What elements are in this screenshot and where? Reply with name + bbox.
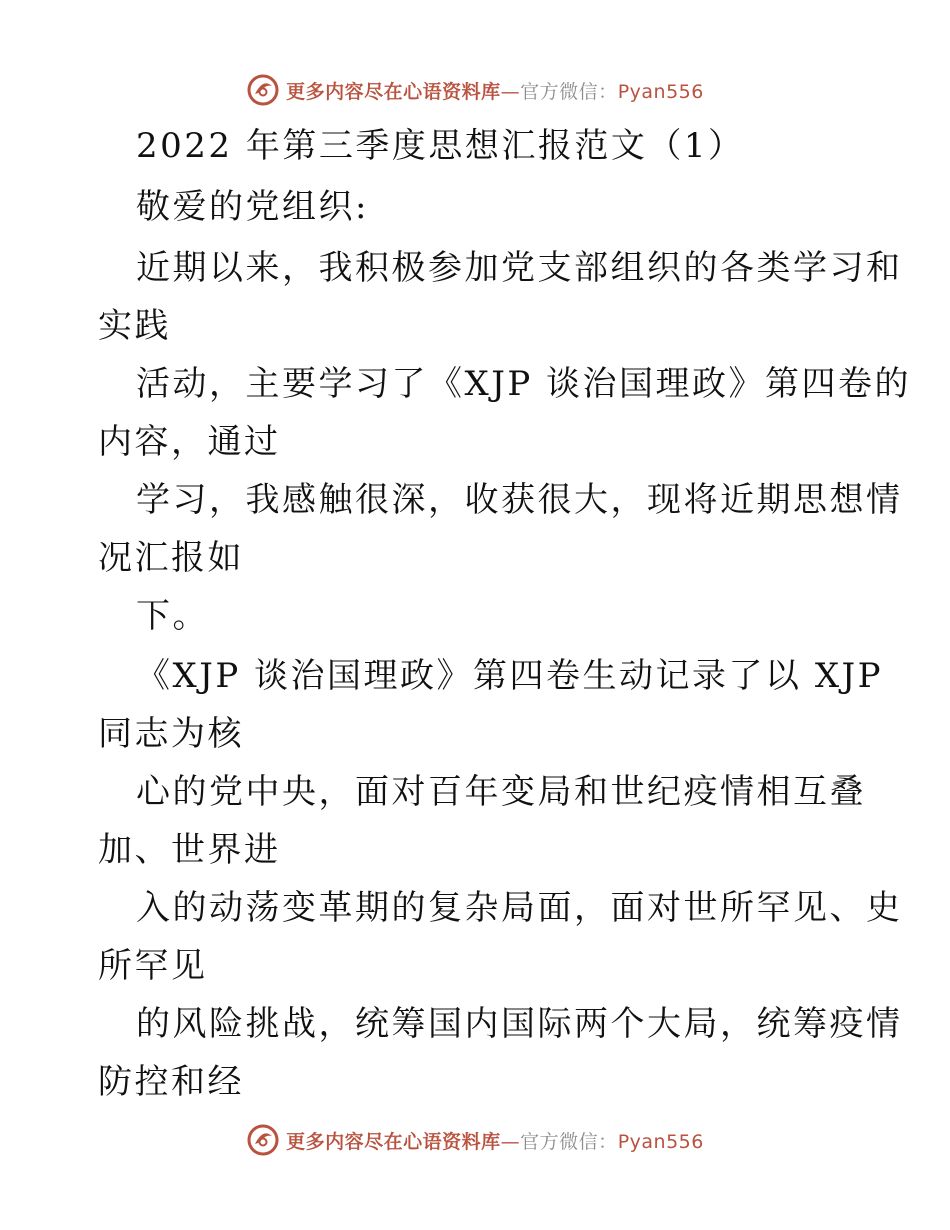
watermark-wechat-id: Pyan556	[617, 80, 704, 103]
salutation: 敬爱的党组织:	[136, 187, 369, 227]
watermark-main-text: 更多内容尽在心语资料库	[286, 1130, 501, 1153]
watermark-text	[286, 1127, 704, 1154]
body-line: 学习，我感触很深，收获很大，现将近期思想情	[136, 480, 903, 520]
watermark-dash: —	[500, 80, 521, 103]
watermark-banner-top	[0, 68, 950, 112]
document-title: 2022 年第三季度思想汇报范文（1）	[136, 126, 745, 166]
body-line: 活动，主要学习了《XJP 谈治国理政》第四卷的	[136, 364, 912, 404]
watermark-dash: —	[500, 1130, 521, 1153]
watermark-official-label: 官方微信：	[520, 1130, 618, 1153]
body-line: 心的党中央，面对百年变局和世纪疫情相互叠	[136, 772, 866, 812]
body-line: 的风险挑战，统筹国内国际两个大局，统筹疫情	[136, 1004, 903, 1044]
body-line: 况汇报如	[98, 538, 244, 578]
body-line: 近期以来，我积极参加党支部组织的各类学习和	[136, 248, 903, 288]
body-line: 实践	[98, 306, 171, 346]
watermark-main-text: 更多内容尽在心语资料库	[286, 80, 501, 103]
body-line: 加、世界进	[98, 830, 281, 870]
watermark-banner-bottom	[0, 1118, 950, 1162]
body-line: 入的动荡变革期的复杂局面，面对世所罕见、史	[136, 888, 903, 928]
watermark-text	[286, 77, 704, 104]
swirl-logo-icon	[246, 1123, 280, 1157]
body-line: 内容，通过	[98, 422, 281, 462]
body-line: 防控和经	[98, 1062, 244, 1102]
watermark-wechat-id: Pyan556	[617, 1130, 704, 1153]
watermark-official-label: 官方微信：	[520, 80, 618, 103]
body-line: 《XJP 谈治国理政》第四卷生动记录了以 XJP	[136, 656, 884, 696]
body-line: 同志为核	[98, 714, 244, 754]
swirl-logo-icon	[246, 73, 280, 107]
body-line: 所罕见	[98, 946, 208, 986]
body-line: 下。	[136, 596, 209, 636]
